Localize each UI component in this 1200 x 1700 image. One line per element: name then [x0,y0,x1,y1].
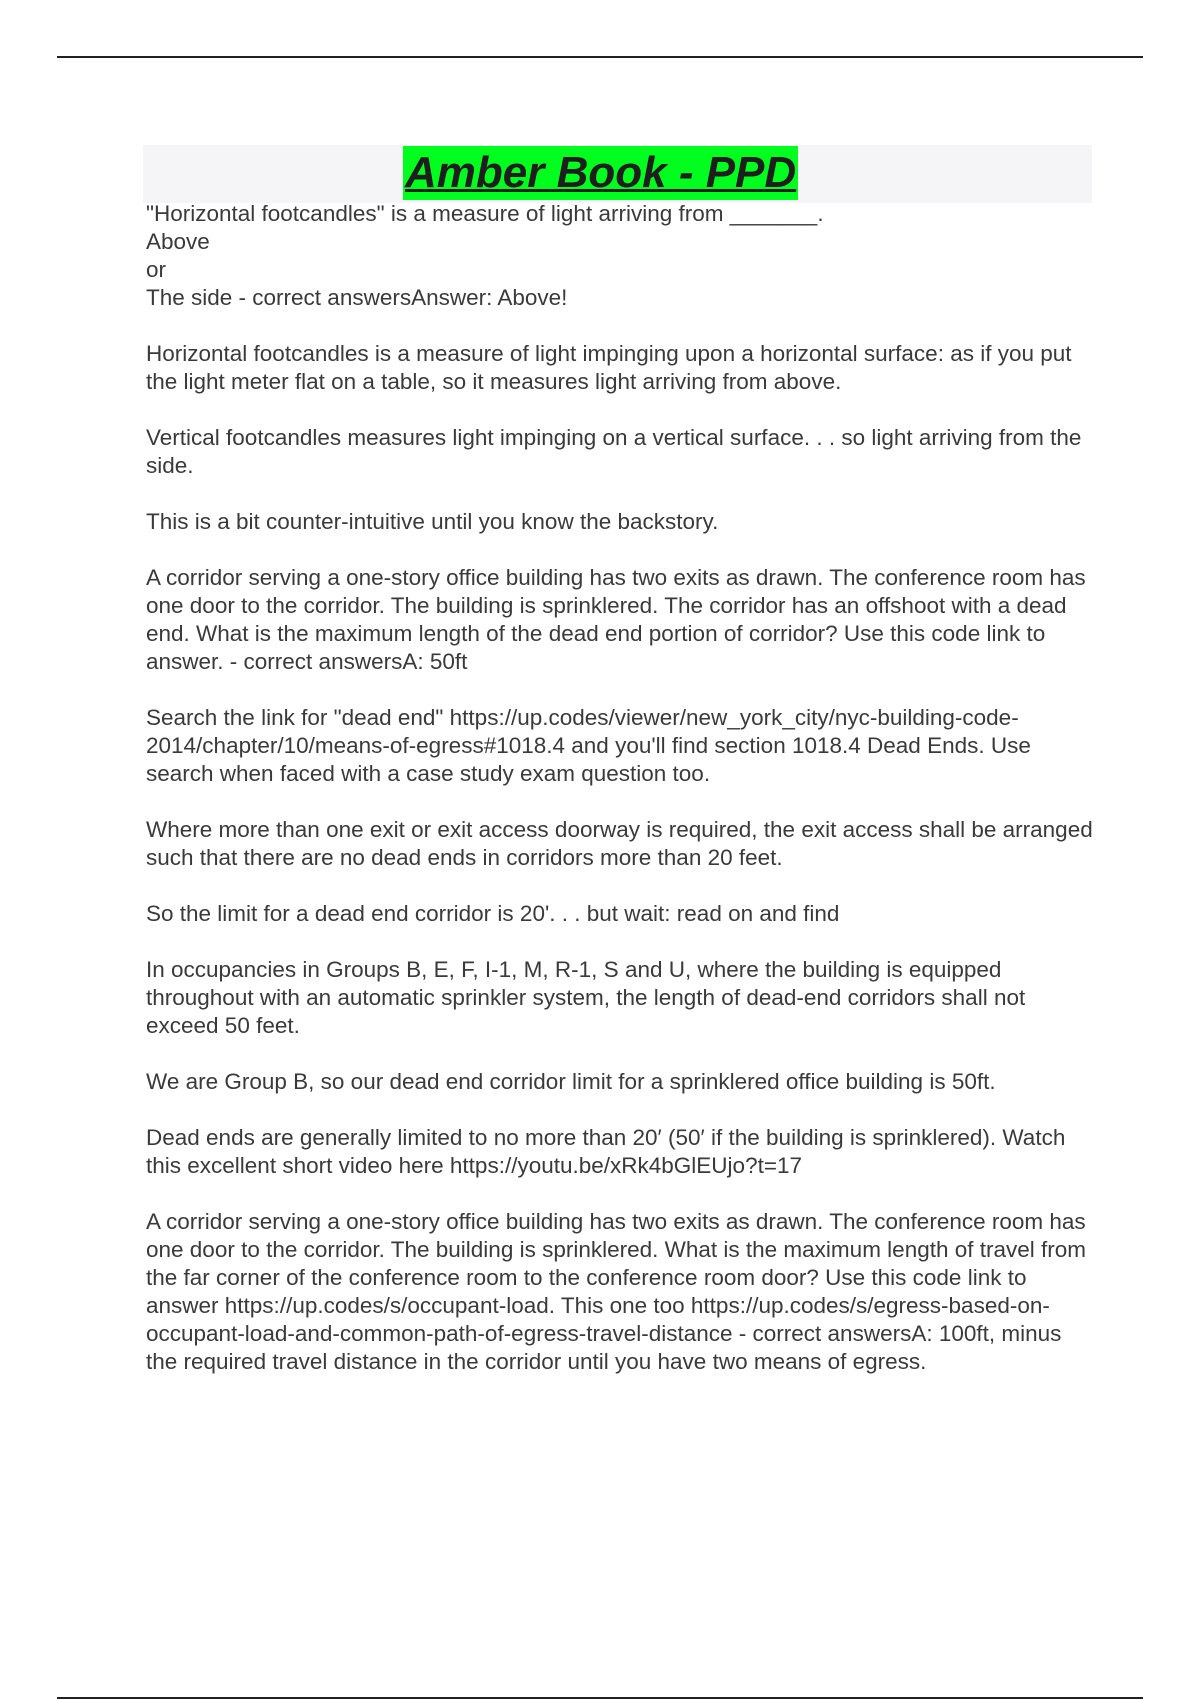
paragraph-7: Where more than one exit or exit access doorway is required, the exit access shall be arranged such that there are no dead ends in corridors more than 20 feet. [146,817,1093,870]
paragraph-2: Horizontal footcandles is a measure of light impinging upon a horizontal surface: as if you put the light meter flat on a table, so it measures light arriving from above. [146,341,1072,394]
paragraph-11: Dead ends are generally limited to no more than 20′ (50′ if the building is sprinklered). Watch this excellent short video here https://youtu.be/xRk4bGlEUjo?t=17 [146,1125,1066,1178]
document-title: Amber Book - PPD [403,146,798,200]
footer-rule [57,1697,1143,1699]
paragraph-10: We are Group B, so our dead end corridor limit for a sprinklered office building is 50ft. [146,1069,996,1094]
paragraph-6: Search the link for "dead end" https://up.codes/viewer/new_york_city/nyc-building-code-2014/chapter/10/means-of-egress#1018.4 and you'll find section 1018.4 Dead Ends. Use search when faced with a case study exam question too. [146,705,1031,786]
paragraph-3: Vertical footcandles measures light impinging on a vertical surface. . . so light arriving from the side. [146,425,1082,478]
header-rule [57,56,1143,58]
paragraph-8: So the limit for a dead end corridor is 20'. . . but wait: read on and find [146,901,840,926]
paragraph-9: In occupancies in Groups B, E, F, I-1, M, R-1, S and U, where the building is equipped throughout with an automatic sprinkler system, the length of dead-end corridors shall not exceed 50 feet. [146,957,1026,1038]
question-2: A corridor serving a one-story office building has two exits as drawn. The conference room has one door to the corridor. The building is sprinklered. The corridor has an offshoot with a dead end. What is the maximum length of the dead end portion of corridor? Use this code link to answer. - correct answersA: 50ft [146,565,1086,674]
question-1: "Horizontal footcandles" is a measure of light arriving from _______. Above or The side - correct answersAnswer: Above! [146,201,824,310]
document-body [146,200,1096,1376]
question-3: A corridor serving a one-story office building has two exits as drawn. The conference room has one door to the corridor. The building is sprinklered. What is the maximum length of travel from the far corner of the conference room to the conference room door? Use this code link to answer https://up.codes/s/occupant-load. This one too https://up.codes/s/egress-based-on-occupant-load-and-common-path-of-egress-travel-distance - correct answersA: 100ft, minus the required travel distance in the corridor until you have two means of egress. [146,1209,1087,1374]
paragraph-4: This is a bit counter-intuitive until you know the backstory. [146,509,719,534]
